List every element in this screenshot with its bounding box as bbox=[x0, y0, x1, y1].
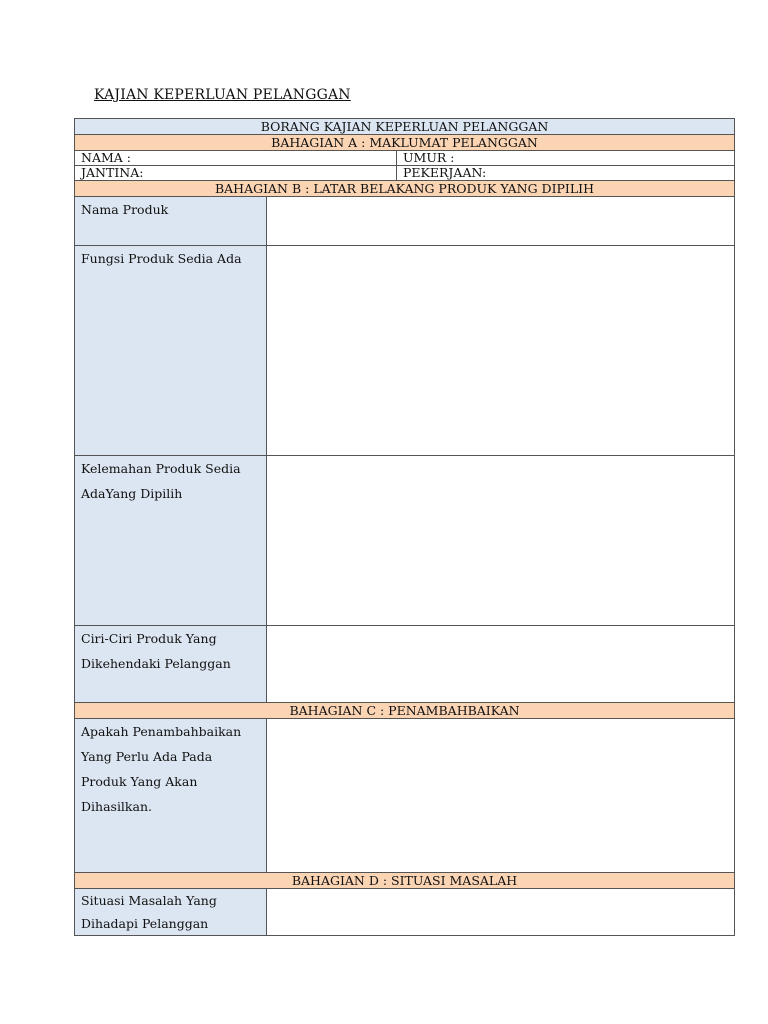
situasi-masalah-label: Situasi Masalah Yang Dihadapi Pelanggan bbox=[75, 889, 267, 936]
pekerjaan-field[interactable] bbox=[397, 166, 735, 181]
situasi-masalah-field[interactable] bbox=[267, 889, 735, 936]
customer-needs-form bbox=[74, 118, 735, 936]
kelemahan-produk-label: Kelemahan Produk Sedia AdaYang Dipilih bbox=[75, 456, 267, 626]
umur-label: UMUR : bbox=[403, 150, 455, 165]
pekerjaan-label: PEKERJAAN: bbox=[403, 165, 487, 180]
nama-label: NAMA : bbox=[81, 150, 131, 165]
section-c-heading: BAHAGIAN C : PENAMBAHBAIKAN bbox=[75, 703, 735, 719]
ciri-produk-field[interactable] bbox=[267, 626, 735, 703]
penambahbaikan-field[interactable] bbox=[267, 719, 735, 873]
jantina-field[interactable] bbox=[75, 166, 397, 181]
jantina-label: JANTINA: bbox=[81, 165, 144, 180]
ciri-produk-label: Ciri-Ciri Produk Yang Dikehendaki Pelanggan bbox=[75, 626, 267, 703]
kelemahan-produk-field[interactable] bbox=[267, 456, 735, 626]
umur-field[interactable] bbox=[397, 151, 735, 166]
nama-produk-field[interactable] bbox=[267, 197, 735, 246]
fungsi-produk-label: Fungsi Produk Sedia Ada bbox=[75, 246, 267, 456]
section-b-heading: BAHAGIAN B : LATAR BELAKANG PRODUK YANG DIPILIH bbox=[75, 181, 735, 197]
section-a-heading: BAHAGIAN A : MAKLUMAT PELANGGAN bbox=[75, 135, 735, 151]
fungsi-produk-field[interactable] bbox=[267, 246, 735, 456]
form-title: BORANG KAJIAN KEPERLUAN PELANGGAN bbox=[75, 119, 735, 135]
nama-field[interactable] bbox=[75, 151, 397, 166]
document-title: KAJIAN KEPERLUAN PELANGGAN bbox=[94, 87, 351, 103]
section-d-heading: BAHAGIAN D : SITUASI MASALAH bbox=[75, 873, 735, 889]
penambahbaikan-label: Apakah Penambahbaikan Yang Perlu Ada Pada Produk Yang Akan Dihasilkan. bbox=[75, 719, 267, 873]
nama-produk-label: Nama Produk bbox=[75, 197, 267, 246]
